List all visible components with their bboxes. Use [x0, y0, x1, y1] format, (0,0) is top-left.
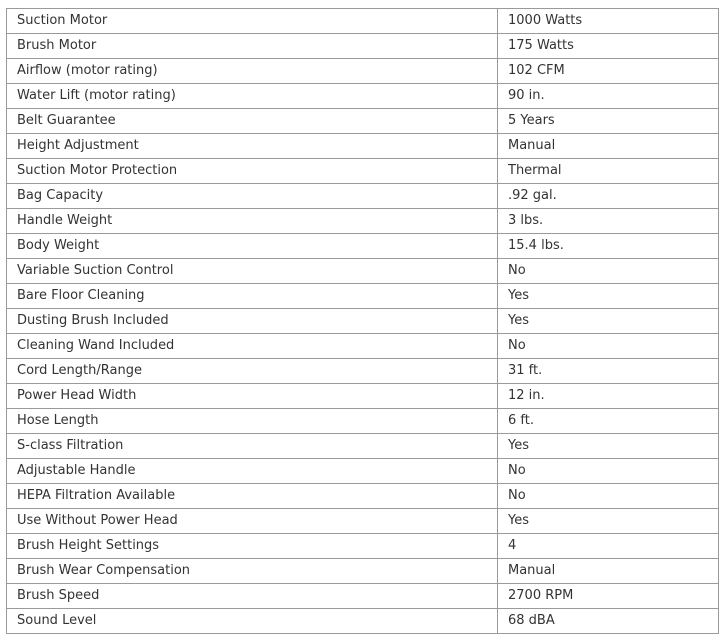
table-row: [7, 59, 719, 84]
spec-value: 2700 RPM: [498, 584, 719, 609]
spec-label: Use Without Power Head: [7, 509, 498, 534]
spec-label: Body Weight: [7, 234, 498, 259]
spec-value: 31 ft.: [498, 359, 719, 384]
spec-value: Manual: [498, 134, 719, 159]
table-row: [7, 234, 719, 259]
spec-label: Bag Capacity: [7, 184, 498, 209]
spec-label: Bare Floor Cleaning: [7, 284, 498, 309]
spec-label: Power Head Width: [7, 384, 498, 409]
table-row: [7, 309, 719, 334]
spec-value: 3 lbs.: [498, 209, 719, 234]
spec-label: Handle Weight: [7, 209, 498, 234]
spec-label: S-class Filtration: [7, 434, 498, 459]
spec-value: 68 dBA: [498, 609, 719, 634]
spec-value: Yes: [498, 284, 719, 309]
spec-value: Yes: [498, 309, 719, 334]
table-row: [7, 409, 719, 434]
spec-label: Adjustable Handle: [7, 459, 498, 484]
table-row: [7, 159, 719, 184]
spec-value: No: [498, 484, 719, 509]
spec-label: Height Adjustment: [7, 134, 498, 159]
table-row: [7, 134, 719, 159]
table-row: [7, 584, 719, 609]
table-row: [7, 34, 719, 59]
spec-value: Manual: [498, 559, 719, 584]
spec-value: 15.4 lbs.: [498, 234, 719, 259]
spec-value: 6 ft.: [498, 409, 719, 434]
table-row: [7, 209, 719, 234]
spec-label: HEPA Filtration Available: [7, 484, 498, 509]
spec-label: Dusting Brush Included: [7, 309, 498, 334]
table-row: [7, 259, 719, 284]
table-row: [7, 559, 719, 584]
table-row: [7, 184, 719, 209]
spec-value: 102 CFM: [498, 59, 719, 84]
spec-table: [6, 8, 719, 634]
spec-label: Belt Guarantee: [7, 109, 498, 134]
spec-table-body: [7, 9, 719, 634]
table-row: [7, 434, 719, 459]
table-row: [7, 109, 719, 134]
spec-label: Cord Length/Range: [7, 359, 498, 384]
table-row: [7, 334, 719, 359]
table-row: [7, 359, 719, 384]
spec-label: Brush Wear Compensation: [7, 559, 498, 584]
spec-label: Variable Suction Control: [7, 259, 498, 284]
spec-label: Brush Height Settings: [7, 534, 498, 559]
table-row: [7, 284, 719, 309]
table-row: [7, 384, 719, 409]
spec-value: 12 in.: [498, 384, 719, 409]
table-row: [7, 534, 719, 559]
spec-value: Yes: [498, 434, 719, 459]
spec-value: No: [498, 334, 719, 359]
spec-label: Brush Speed: [7, 584, 498, 609]
spec-label: Sound Level: [7, 609, 498, 634]
table-row: [7, 609, 719, 634]
spec-value: Thermal: [498, 159, 719, 184]
spec-label: Suction Motor Protection: [7, 159, 498, 184]
spec-value: Yes: [498, 509, 719, 534]
table-row: [7, 84, 719, 109]
spec-label: Suction Motor: [7, 9, 498, 34]
spec-value: 1000 Watts: [498, 9, 719, 34]
spec-value: 5 Years: [498, 109, 719, 134]
spec-value: 175 Watts: [498, 34, 719, 59]
spec-label: Airflow (motor rating): [7, 59, 498, 84]
table-row: [7, 9, 719, 34]
table-row: [7, 484, 719, 509]
spec-label: Hose Length: [7, 409, 498, 434]
table-row: [7, 509, 719, 534]
table-row: [7, 459, 719, 484]
spec-value: No: [498, 459, 719, 484]
spec-value: 90 in.: [498, 84, 719, 109]
spec-value: 4: [498, 534, 719, 559]
spec-label: Water Lift (motor rating): [7, 84, 498, 109]
spec-label: Brush Motor: [7, 34, 498, 59]
spec-label: Cleaning Wand Included: [7, 334, 498, 359]
spec-value: .92 gal.: [498, 184, 719, 209]
spec-value: No: [498, 259, 719, 284]
